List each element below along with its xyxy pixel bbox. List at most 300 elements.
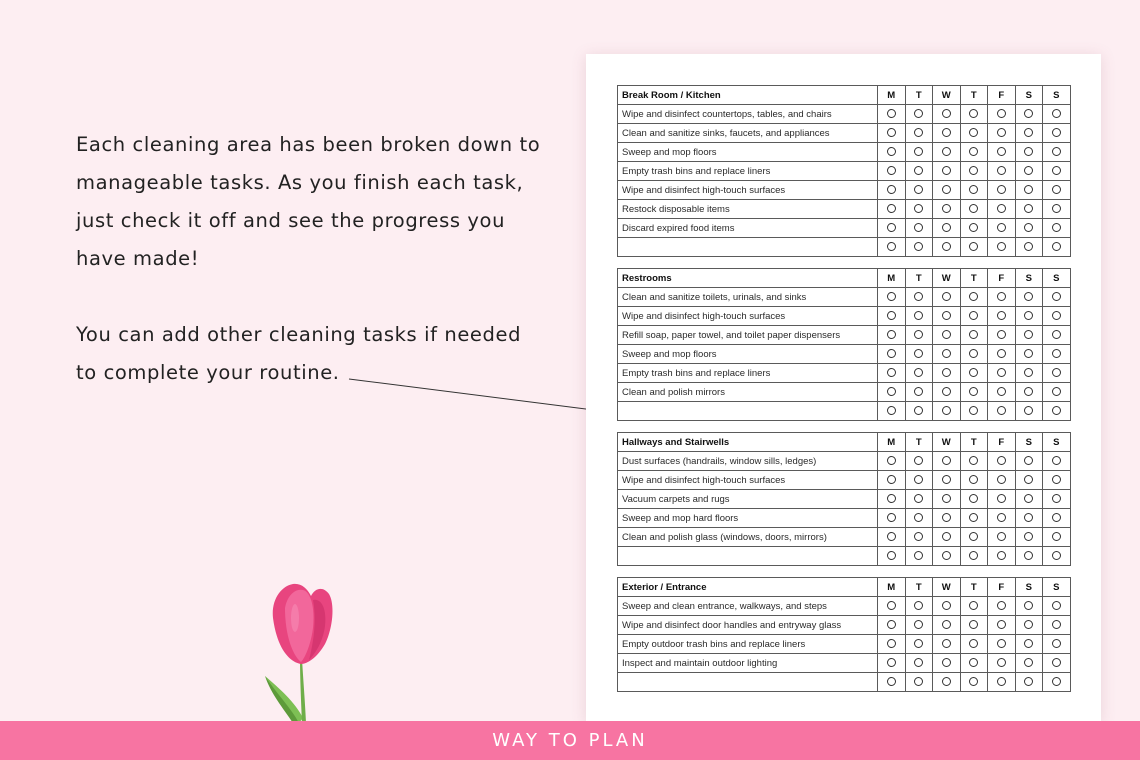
checkbox-circle-icon[interactable] bbox=[997, 639, 1006, 648]
day-checkbox-cell[interactable] bbox=[933, 616, 961, 635]
day-checkbox-cell[interactable] bbox=[933, 547, 961, 566]
day-checkbox-cell[interactable] bbox=[878, 471, 906, 490]
day-checkbox-cell[interactable] bbox=[905, 181, 933, 200]
checkbox-circle-icon[interactable] bbox=[997, 223, 1006, 232]
day-checkbox-cell[interactable] bbox=[905, 238, 933, 257]
day-checkbox-cell[interactable] bbox=[960, 238, 988, 257]
checkbox-circle-icon[interactable] bbox=[1052, 128, 1061, 137]
checkbox-circle-icon[interactable] bbox=[914, 147, 923, 156]
day-checkbox-cell[interactable] bbox=[933, 288, 961, 307]
day-checkbox-cell[interactable] bbox=[1015, 238, 1043, 257]
checkbox-circle-icon[interactable] bbox=[942, 166, 951, 175]
checkbox-circle-icon[interactable] bbox=[1024, 456, 1033, 465]
day-checkbox-cell[interactable] bbox=[905, 509, 933, 528]
day-checkbox-cell[interactable] bbox=[878, 490, 906, 509]
day-checkbox-cell[interactable] bbox=[905, 105, 933, 124]
checkbox-circle-icon[interactable] bbox=[942, 532, 951, 541]
checkbox-circle-icon[interactable] bbox=[997, 204, 1006, 213]
checkbox-circle-icon[interactable] bbox=[1052, 532, 1061, 541]
checkbox-circle-icon[interactable] bbox=[969, 475, 978, 484]
day-checkbox-cell[interactable] bbox=[960, 105, 988, 124]
checkbox-circle-icon[interactable] bbox=[997, 532, 1006, 541]
day-checkbox-cell[interactable] bbox=[988, 452, 1016, 471]
checkbox-circle-icon[interactable] bbox=[1024, 494, 1033, 503]
checkbox-circle-icon[interactable] bbox=[969, 330, 978, 339]
day-checkbox-cell[interactable] bbox=[905, 471, 933, 490]
checkbox-circle-icon[interactable] bbox=[1024, 147, 1033, 156]
day-checkbox-cell[interactable] bbox=[878, 326, 906, 345]
checkbox-circle-icon[interactable] bbox=[1052, 349, 1061, 358]
checkbox-circle-icon[interactable] bbox=[914, 456, 923, 465]
day-checkbox-cell[interactable] bbox=[878, 616, 906, 635]
checkbox-circle-icon[interactable] bbox=[1052, 242, 1061, 251]
day-checkbox-cell[interactable] bbox=[905, 124, 933, 143]
checkbox-circle-icon[interactable] bbox=[997, 242, 1006, 251]
checkbox-circle-icon[interactable] bbox=[942, 387, 951, 396]
day-checkbox-cell[interactable] bbox=[988, 616, 1016, 635]
checkbox-circle-icon[interactable] bbox=[1024, 601, 1033, 610]
day-checkbox-cell[interactable] bbox=[878, 509, 906, 528]
checkbox-circle-icon[interactable] bbox=[887, 475, 896, 484]
checkbox-circle-icon[interactable] bbox=[1052, 475, 1061, 484]
checkbox-circle-icon[interactable] bbox=[942, 292, 951, 301]
checkbox-circle-icon[interactable] bbox=[914, 311, 923, 320]
checkbox-circle-icon[interactable] bbox=[887, 658, 896, 667]
day-checkbox-cell[interactable] bbox=[988, 383, 1016, 402]
checkbox-circle-icon[interactable] bbox=[942, 242, 951, 251]
day-checkbox-cell[interactable] bbox=[988, 143, 1016, 162]
checkbox-circle-icon[interactable] bbox=[1052, 387, 1061, 396]
day-checkbox-cell[interactable] bbox=[933, 143, 961, 162]
checkbox-circle-icon[interactable] bbox=[997, 601, 1006, 610]
day-checkbox-cell[interactable] bbox=[1043, 528, 1071, 547]
checkbox-circle-icon[interactable] bbox=[887, 368, 896, 377]
day-checkbox-cell[interactable] bbox=[905, 345, 933, 364]
checkbox-circle-icon[interactable] bbox=[997, 387, 1006, 396]
checkbox-circle-icon[interactable] bbox=[887, 242, 896, 251]
checkbox-circle-icon[interactable] bbox=[969, 658, 978, 667]
checkbox-circle-icon[interactable] bbox=[942, 551, 951, 560]
day-checkbox-cell[interactable] bbox=[1015, 162, 1043, 181]
day-checkbox-cell[interactable] bbox=[960, 124, 988, 143]
day-checkbox-cell[interactable] bbox=[878, 597, 906, 616]
day-checkbox-cell[interactable] bbox=[1015, 124, 1043, 143]
day-checkbox-cell[interactable] bbox=[988, 364, 1016, 383]
day-checkbox-cell[interactable] bbox=[1015, 654, 1043, 673]
checkbox-circle-icon[interactable] bbox=[1052, 620, 1061, 629]
checkbox-circle-icon[interactable] bbox=[887, 185, 896, 194]
checkbox-circle-icon[interactable] bbox=[887, 620, 896, 629]
day-checkbox-cell[interactable] bbox=[988, 597, 1016, 616]
day-checkbox-cell[interactable] bbox=[878, 307, 906, 326]
day-checkbox-cell[interactable] bbox=[988, 547, 1016, 566]
day-checkbox-cell[interactable] bbox=[988, 509, 1016, 528]
day-checkbox-cell[interactable] bbox=[960, 219, 988, 238]
day-checkbox-cell[interactable] bbox=[1043, 162, 1071, 181]
checkbox-circle-icon[interactable] bbox=[914, 387, 923, 396]
day-checkbox-cell[interactable] bbox=[933, 364, 961, 383]
day-checkbox-cell[interactable] bbox=[933, 673, 961, 692]
checkbox-circle-icon[interactable] bbox=[1052, 185, 1061, 194]
day-checkbox-cell[interactable] bbox=[1015, 616, 1043, 635]
day-checkbox-cell[interactable] bbox=[1015, 635, 1043, 654]
checkbox-circle-icon[interactable] bbox=[1052, 292, 1061, 301]
checkbox-circle-icon[interactable] bbox=[969, 166, 978, 175]
day-checkbox-cell[interactable] bbox=[1015, 471, 1043, 490]
checkbox-circle-icon[interactable] bbox=[1024, 475, 1033, 484]
day-checkbox-cell[interactable] bbox=[878, 162, 906, 181]
checkbox-circle-icon[interactable] bbox=[969, 242, 978, 251]
checkbox-circle-icon[interactable] bbox=[969, 292, 978, 301]
checkbox-circle-icon[interactable] bbox=[1052, 639, 1061, 648]
checkbox-circle-icon[interactable] bbox=[969, 677, 978, 686]
checkbox-circle-icon[interactable] bbox=[914, 242, 923, 251]
checkbox-circle-icon[interactable] bbox=[914, 494, 923, 503]
checkbox-circle-icon[interactable] bbox=[969, 109, 978, 118]
day-checkbox-cell[interactable] bbox=[905, 547, 933, 566]
day-checkbox-cell[interactable] bbox=[878, 288, 906, 307]
checkbox-circle-icon[interactable] bbox=[1052, 601, 1061, 610]
day-checkbox-cell[interactable] bbox=[933, 345, 961, 364]
day-checkbox-cell[interactable] bbox=[933, 200, 961, 219]
checkbox-circle-icon[interactable] bbox=[1052, 109, 1061, 118]
day-checkbox-cell[interactable] bbox=[1043, 673, 1071, 692]
day-checkbox-cell[interactable] bbox=[960, 490, 988, 509]
checkbox-circle-icon[interactable] bbox=[1024, 128, 1033, 137]
day-checkbox-cell[interactable] bbox=[905, 219, 933, 238]
checkbox-circle-icon[interactable] bbox=[997, 128, 1006, 137]
day-checkbox-cell[interactable] bbox=[1015, 143, 1043, 162]
checkbox-circle-icon[interactable] bbox=[1052, 513, 1061, 522]
checkbox-circle-icon[interactable] bbox=[942, 185, 951, 194]
day-checkbox-cell[interactable] bbox=[1043, 219, 1071, 238]
day-checkbox-cell[interactable] bbox=[988, 490, 1016, 509]
day-checkbox-cell[interactable] bbox=[1043, 200, 1071, 219]
day-checkbox-cell[interactable] bbox=[960, 452, 988, 471]
checkbox-circle-icon[interactable] bbox=[1052, 147, 1061, 156]
checkbox-circle-icon[interactable] bbox=[969, 601, 978, 610]
day-checkbox-cell[interactable] bbox=[988, 307, 1016, 326]
checkbox-circle-icon[interactable] bbox=[914, 639, 923, 648]
checkbox-circle-icon[interactable] bbox=[914, 601, 923, 610]
checkbox-circle-icon[interactable] bbox=[887, 677, 896, 686]
day-checkbox-cell[interactable] bbox=[905, 616, 933, 635]
checkbox-circle-icon[interactable] bbox=[887, 532, 896, 541]
checkbox-circle-icon[interactable] bbox=[1052, 551, 1061, 560]
checkbox-circle-icon[interactable] bbox=[887, 639, 896, 648]
checkbox-circle-icon[interactable] bbox=[1052, 204, 1061, 213]
day-checkbox-cell[interactable] bbox=[878, 143, 906, 162]
day-checkbox-cell[interactable] bbox=[878, 345, 906, 364]
day-checkbox-cell[interactable] bbox=[1043, 471, 1071, 490]
day-checkbox-cell[interactable] bbox=[878, 181, 906, 200]
checkbox-circle-icon[interactable] bbox=[1024, 658, 1033, 667]
day-checkbox-cell[interactable] bbox=[960, 471, 988, 490]
checkbox-circle-icon[interactable] bbox=[942, 311, 951, 320]
day-checkbox-cell[interactable] bbox=[1015, 383, 1043, 402]
day-checkbox-cell[interactable] bbox=[1043, 635, 1071, 654]
day-checkbox-cell[interactable] bbox=[988, 402, 1016, 421]
day-checkbox-cell[interactable] bbox=[1043, 345, 1071, 364]
day-checkbox-cell[interactable] bbox=[1015, 181, 1043, 200]
checkbox-circle-icon[interactable] bbox=[969, 185, 978, 194]
day-checkbox-cell[interactable] bbox=[933, 402, 961, 421]
checkbox-circle-icon[interactable] bbox=[887, 601, 896, 610]
day-checkbox-cell[interactable] bbox=[933, 452, 961, 471]
checkbox-circle-icon[interactable] bbox=[1024, 532, 1033, 541]
checkbox-circle-icon[interactable] bbox=[969, 513, 978, 522]
day-checkbox-cell[interactable] bbox=[960, 616, 988, 635]
checkbox-circle-icon[interactable] bbox=[1024, 330, 1033, 339]
day-checkbox-cell[interactable] bbox=[1043, 402, 1071, 421]
day-checkbox-cell[interactable] bbox=[933, 528, 961, 547]
day-checkbox-cell[interactable] bbox=[933, 471, 961, 490]
checkbox-circle-icon[interactable] bbox=[1024, 166, 1033, 175]
day-checkbox-cell[interactable] bbox=[960, 345, 988, 364]
day-checkbox-cell[interactable] bbox=[933, 307, 961, 326]
day-checkbox-cell[interactable] bbox=[905, 490, 933, 509]
checkbox-circle-icon[interactable] bbox=[914, 475, 923, 484]
checkbox-circle-icon[interactable] bbox=[942, 494, 951, 503]
checkbox-circle-icon[interactable] bbox=[942, 513, 951, 522]
checkbox-circle-icon[interactable] bbox=[969, 128, 978, 137]
day-checkbox-cell[interactable] bbox=[905, 402, 933, 421]
day-checkbox-cell[interactable] bbox=[960, 162, 988, 181]
day-checkbox-cell[interactable] bbox=[960, 143, 988, 162]
checkbox-circle-icon[interactable] bbox=[997, 620, 1006, 629]
checkbox-circle-icon[interactable] bbox=[914, 292, 923, 301]
checkbox-circle-icon[interactable] bbox=[914, 330, 923, 339]
day-checkbox-cell[interactable] bbox=[1015, 402, 1043, 421]
checkbox-circle-icon[interactable] bbox=[997, 292, 1006, 301]
day-checkbox-cell[interactable] bbox=[878, 547, 906, 566]
checkbox-circle-icon[interactable] bbox=[887, 513, 896, 522]
day-checkbox-cell[interactable] bbox=[878, 654, 906, 673]
checkbox-circle-icon[interactable] bbox=[969, 311, 978, 320]
day-checkbox-cell[interactable] bbox=[933, 383, 961, 402]
checkbox-circle-icon[interactable] bbox=[997, 166, 1006, 175]
checkbox-circle-icon[interactable] bbox=[942, 223, 951, 232]
day-checkbox-cell[interactable] bbox=[1015, 673, 1043, 692]
day-checkbox-cell[interactable] bbox=[905, 364, 933, 383]
checkbox-circle-icon[interactable] bbox=[1052, 406, 1061, 415]
day-checkbox-cell[interactable] bbox=[988, 124, 1016, 143]
checkbox-circle-icon[interactable] bbox=[887, 223, 896, 232]
checkbox-circle-icon[interactable] bbox=[942, 368, 951, 377]
day-checkbox-cell[interactable] bbox=[1043, 288, 1071, 307]
day-checkbox-cell[interactable] bbox=[933, 219, 961, 238]
checkbox-circle-icon[interactable] bbox=[887, 456, 896, 465]
checkbox-circle-icon[interactable] bbox=[969, 551, 978, 560]
day-checkbox-cell[interactable] bbox=[878, 219, 906, 238]
checkbox-circle-icon[interactable] bbox=[914, 677, 923, 686]
day-checkbox-cell[interactable] bbox=[960, 200, 988, 219]
day-checkbox-cell[interactable] bbox=[933, 597, 961, 616]
checkbox-circle-icon[interactable] bbox=[969, 532, 978, 541]
day-checkbox-cell[interactable] bbox=[1043, 124, 1071, 143]
day-checkbox-cell[interactable] bbox=[878, 673, 906, 692]
day-checkbox-cell[interactable] bbox=[878, 124, 906, 143]
day-checkbox-cell[interactable] bbox=[905, 528, 933, 547]
day-checkbox-cell[interactable] bbox=[1043, 383, 1071, 402]
day-checkbox-cell[interactable] bbox=[1015, 200, 1043, 219]
day-checkbox-cell[interactable] bbox=[878, 452, 906, 471]
checkbox-circle-icon[interactable] bbox=[997, 494, 1006, 503]
checkbox-circle-icon[interactable] bbox=[942, 204, 951, 213]
checkbox-circle-icon[interactable] bbox=[997, 513, 1006, 522]
checkbox-circle-icon[interactable] bbox=[1024, 387, 1033, 396]
checkbox-circle-icon[interactable] bbox=[887, 147, 896, 156]
checkbox-circle-icon[interactable] bbox=[1052, 166, 1061, 175]
day-checkbox-cell[interactable] bbox=[933, 124, 961, 143]
checkbox-circle-icon[interactable] bbox=[887, 292, 896, 301]
day-checkbox-cell[interactable] bbox=[905, 143, 933, 162]
day-checkbox-cell[interactable] bbox=[1043, 597, 1071, 616]
day-checkbox-cell[interactable] bbox=[988, 200, 1016, 219]
checkbox-circle-icon[interactable] bbox=[942, 406, 951, 415]
checkbox-circle-icon[interactable] bbox=[1024, 292, 1033, 301]
checkbox-circle-icon[interactable] bbox=[997, 677, 1006, 686]
day-checkbox-cell[interactable] bbox=[878, 528, 906, 547]
checkbox-circle-icon[interactable] bbox=[1024, 406, 1033, 415]
day-checkbox-cell[interactable] bbox=[1043, 326, 1071, 345]
checkbox-circle-icon[interactable] bbox=[914, 204, 923, 213]
checkbox-circle-icon[interactable] bbox=[887, 387, 896, 396]
checkbox-circle-icon[interactable] bbox=[914, 185, 923, 194]
day-checkbox-cell[interactable] bbox=[1043, 509, 1071, 528]
checkbox-circle-icon[interactable] bbox=[942, 639, 951, 648]
checkbox-circle-icon[interactable] bbox=[887, 166, 896, 175]
checkbox-circle-icon[interactable] bbox=[1024, 311, 1033, 320]
checkbox-circle-icon[interactable] bbox=[914, 620, 923, 629]
checkbox-circle-icon[interactable] bbox=[997, 406, 1006, 415]
checkbox-circle-icon[interactable] bbox=[887, 406, 896, 415]
checkbox-circle-icon[interactable] bbox=[997, 109, 1006, 118]
day-checkbox-cell[interactable] bbox=[1015, 326, 1043, 345]
day-checkbox-cell[interactable] bbox=[988, 238, 1016, 257]
checkbox-circle-icon[interactable] bbox=[887, 204, 896, 213]
checkbox-circle-icon[interactable] bbox=[969, 620, 978, 629]
checkbox-circle-icon[interactable] bbox=[887, 330, 896, 339]
day-checkbox-cell[interactable] bbox=[905, 452, 933, 471]
checkbox-circle-icon[interactable] bbox=[1052, 456, 1061, 465]
day-checkbox-cell[interactable] bbox=[1015, 105, 1043, 124]
checkbox-circle-icon[interactable] bbox=[1024, 242, 1033, 251]
day-checkbox-cell[interactable] bbox=[878, 105, 906, 124]
day-checkbox-cell[interactable] bbox=[905, 326, 933, 345]
checkbox-circle-icon[interactable] bbox=[914, 349, 923, 358]
day-checkbox-cell[interactable] bbox=[933, 162, 961, 181]
day-checkbox-cell[interactable] bbox=[960, 326, 988, 345]
checkbox-circle-icon[interactable] bbox=[942, 147, 951, 156]
checkbox-circle-icon[interactable] bbox=[942, 677, 951, 686]
day-checkbox-cell[interactable] bbox=[1043, 490, 1071, 509]
day-checkbox-cell[interactable] bbox=[1015, 509, 1043, 528]
day-checkbox-cell[interactable] bbox=[1015, 307, 1043, 326]
checkbox-circle-icon[interactable] bbox=[997, 475, 1006, 484]
day-checkbox-cell[interactable] bbox=[1043, 364, 1071, 383]
checkbox-circle-icon[interactable] bbox=[1024, 185, 1033, 194]
day-checkbox-cell[interactable] bbox=[960, 288, 988, 307]
checkbox-circle-icon[interactable] bbox=[914, 128, 923, 137]
day-checkbox-cell[interactable] bbox=[988, 219, 1016, 238]
day-checkbox-cell[interactable] bbox=[905, 288, 933, 307]
checkbox-circle-icon[interactable] bbox=[914, 513, 923, 522]
day-checkbox-cell[interactable] bbox=[960, 673, 988, 692]
day-checkbox-cell[interactable] bbox=[933, 105, 961, 124]
checkbox-circle-icon[interactable] bbox=[942, 330, 951, 339]
day-checkbox-cell[interactable] bbox=[960, 307, 988, 326]
checkbox-circle-icon[interactable] bbox=[1024, 677, 1033, 686]
checkbox-circle-icon[interactable] bbox=[997, 311, 1006, 320]
day-checkbox-cell[interactable] bbox=[1015, 219, 1043, 238]
checkbox-circle-icon[interactable] bbox=[997, 185, 1006, 194]
checkbox-circle-icon[interactable] bbox=[1024, 620, 1033, 629]
day-checkbox-cell[interactable] bbox=[905, 383, 933, 402]
checkbox-circle-icon[interactable] bbox=[1024, 639, 1033, 648]
day-checkbox-cell[interactable] bbox=[933, 490, 961, 509]
checkbox-circle-icon[interactable] bbox=[914, 368, 923, 377]
day-checkbox-cell[interactable] bbox=[960, 654, 988, 673]
day-checkbox-cell[interactable] bbox=[1043, 143, 1071, 162]
day-checkbox-cell[interactable] bbox=[1043, 616, 1071, 635]
day-checkbox-cell[interactable] bbox=[905, 307, 933, 326]
day-checkbox-cell[interactable] bbox=[1043, 238, 1071, 257]
checkbox-circle-icon[interactable] bbox=[969, 147, 978, 156]
day-checkbox-cell[interactable] bbox=[988, 326, 1016, 345]
checkbox-circle-icon[interactable] bbox=[997, 456, 1006, 465]
checkbox-circle-icon[interactable] bbox=[887, 494, 896, 503]
checkbox-circle-icon[interactable] bbox=[969, 349, 978, 358]
checkbox-circle-icon[interactable] bbox=[1052, 368, 1061, 377]
day-checkbox-cell[interactable] bbox=[1043, 307, 1071, 326]
day-checkbox-cell[interactable] bbox=[1015, 364, 1043, 383]
checkbox-circle-icon[interactable] bbox=[1052, 658, 1061, 667]
checkbox-circle-icon[interactable] bbox=[887, 349, 896, 358]
day-checkbox-cell[interactable] bbox=[933, 654, 961, 673]
day-checkbox-cell[interactable] bbox=[933, 326, 961, 345]
day-checkbox-cell[interactable] bbox=[878, 402, 906, 421]
day-checkbox-cell[interactable] bbox=[1015, 597, 1043, 616]
day-checkbox-cell[interactable] bbox=[1043, 452, 1071, 471]
day-checkbox-cell[interactable] bbox=[960, 402, 988, 421]
day-checkbox-cell[interactable] bbox=[933, 635, 961, 654]
day-checkbox-cell[interactable] bbox=[960, 383, 988, 402]
day-checkbox-cell[interactable] bbox=[878, 635, 906, 654]
checkbox-circle-icon[interactable] bbox=[942, 658, 951, 667]
day-checkbox-cell[interactable] bbox=[1015, 547, 1043, 566]
day-checkbox-cell[interactable] bbox=[960, 547, 988, 566]
day-checkbox-cell[interactable] bbox=[988, 181, 1016, 200]
checkbox-circle-icon[interactable] bbox=[914, 166, 923, 175]
checkbox-circle-icon[interactable] bbox=[997, 330, 1006, 339]
day-checkbox-cell[interactable] bbox=[988, 635, 1016, 654]
checkbox-circle-icon[interactable] bbox=[942, 109, 951, 118]
day-checkbox-cell[interactable] bbox=[878, 200, 906, 219]
day-checkbox-cell[interactable] bbox=[988, 105, 1016, 124]
checkbox-circle-icon[interactable] bbox=[997, 368, 1006, 377]
day-checkbox-cell[interactable] bbox=[988, 162, 1016, 181]
day-checkbox-cell[interactable] bbox=[1043, 547, 1071, 566]
day-checkbox-cell[interactable] bbox=[960, 597, 988, 616]
day-checkbox-cell[interactable] bbox=[988, 654, 1016, 673]
checkbox-circle-icon[interactable] bbox=[887, 551, 896, 560]
checkbox-circle-icon[interactable] bbox=[942, 349, 951, 358]
checkbox-circle-icon[interactable] bbox=[969, 494, 978, 503]
checkbox-circle-icon[interactable] bbox=[1052, 223, 1061, 232]
day-checkbox-cell[interactable] bbox=[988, 345, 1016, 364]
checkbox-circle-icon[interactable] bbox=[1024, 223, 1033, 232]
